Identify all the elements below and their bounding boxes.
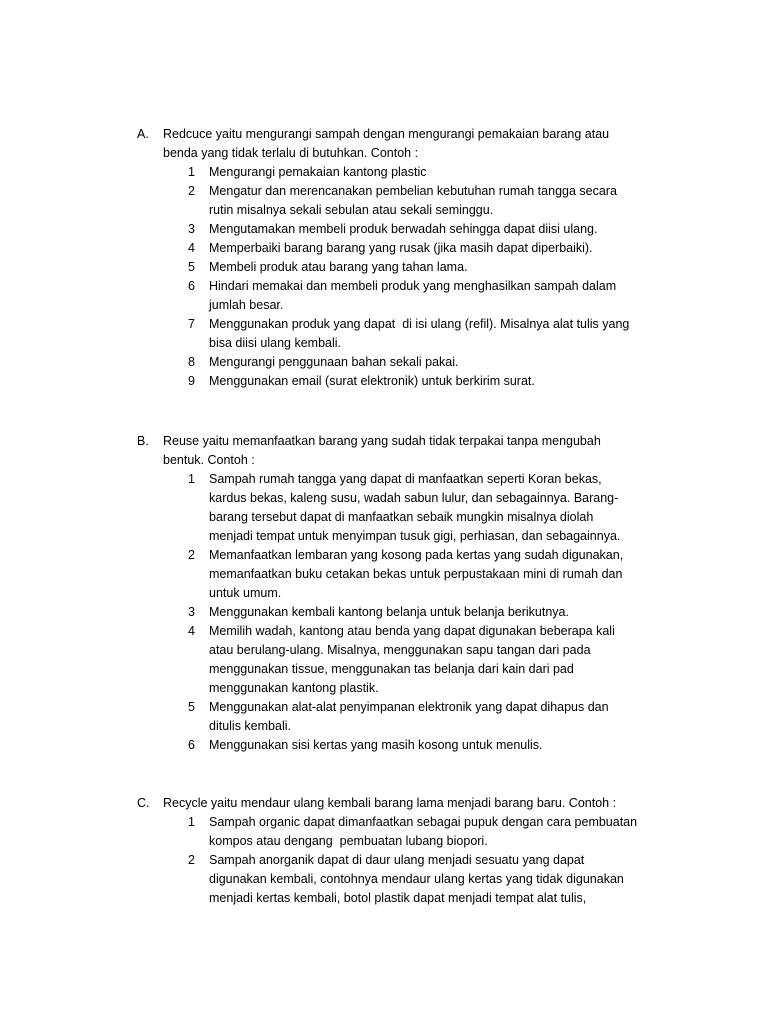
list-item-number: 2 [188,853,195,867]
list-item-text: Menggunakan email (surat elektronik) untuk berkirim surat. [209,374,535,388]
list-item-number: 4 [188,624,195,638]
list-item-text: Menggunakan alat-alat penyimpanan elektronik yang dapat dihapus dan ditulis kembali. [209,700,609,733]
list-item-text: Mengurangi pemakaian kantong plastic [209,165,427,179]
list-item-number: 9 [188,374,195,388]
list-item-number: 3 [188,605,195,619]
list-item-text: Mengatur dan merencanakan pembelian kebutuhan rumah tangga secara rutin misalnya sekali sebulan atau sekali seminggu. [209,184,617,217]
list-item-number: 5 [188,700,195,714]
list-item-number: 6 [188,738,195,752]
list-item-text: Sampah rumah tangga yang dapat di manfaatkan seperti Koran bekas, kardus bekas, kaleng susu, wadah sabun lulur, dan sebagainnya. Barang- barang tersebut dapat di manfaatkan sebaik mungkin misalnya diolah menjadi tempat untuk menyimpan tusuk gigi, perhiasan, dan sebagainnya. [209,472,621,543]
list-item-text: Membeli produk atau barang yang tahan lama. [209,260,468,274]
section-intro: Recycle yaitu mendaur ulang kembali barang lama menjadi barang baru. Contoh : [163,796,617,810]
list-item-number: 2 [188,184,195,198]
section-intro: Redcuce yaitu mengurangi sampah dengan mengurangi pemakaian barang atau benda yang tidak terlalu di butuhkan. Contoh : [163,127,610,160]
list-item-text: Memperbaiki barang barang yang rusak (jika masih dapat diperbaiki). [209,241,593,255]
list-item-number: 4 [188,241,195,255]
list-item-text: Mengurangi penggunaan bahan sekali pakai. [209,355,459,369]
list-item-number: 1 [188,815,195,829]
section-letter: B. [137,434,149,448]
list-item-number: 2 [188,548,195,562]
section-letter: A. [137,127,149,141]
list-item-text: Memanfaatkan lembaran yang kosong pada kertas yang sudah digunakan, memanfaatkan buku cetakan bekas untuk perpustakaan mini di rumah dan untuk umum. [209,548,624,600]
list-item-number: 3 [188,222,195,236]
list-item-number: 6 [188,279,195,293]
list-item-text: Menggunakan produk yang dapat di isi ulang (refil). Misalnya alat tulis yang bisa diisi ulang kembali. [209,317,630,350]
list-item-number: 1 [188,472,195,486]
section-letter: C. [137,796,150,810]
list-item-text: Sampah organic dapat dimanfaatkan sebagai pupuk dengan cara pembuatan kompos atau dengang pembuatan lubang biopori. [209,815,638,848]
list-item-number: 7 [188,317,195,331]
list-item-text: Menggunakan sisi kertas yang masih kosong untuk menulis. [209,738,543,752]
list-item-number: 8 [188,355,195,369]
list-item-number: 5 [188,260,195,274]
list-item-text: Menggunakan kembali kantong belanja untuk belanja berikutnya. [209,605,569,619]
section-intro: Reuse yaitu memanfaatkan barang yang sudah tidak terpakai tanpa mengubah bentuk. Contoh : [163,434,601,467]
list-item-number: 1 [188,165,195,179]
list-item-text: Memilih wadah, kantong atau benda yang dapat digunakan beberapa kali atau berulang-ulang. Misalnya, menggunakan sapu tangan dari pada menggunakan tissue, menggunakan tas belanja dari kain dari pad menggunakan kantong plastik. [209,624,615,695]
list-item-text: Mengutamakan membeli produk berwadah sehingga dapat diisi ulang. [209,222,598,236]
list-item-text: Hindari memakai dan membeli produk yang menghasilkan sampah dalam jumlah besar. [209,279,617,312]
list-item-text: Sampah anorganik dapat di daur ulang menjadi sesuatu yang dapat digunakan kembali, contohnya mendaur ulang kertas yang tidak digunakan menjadi kertas kembali, botol plastik dapat menjadi tempat alat tulis, [209,853,624,905]
